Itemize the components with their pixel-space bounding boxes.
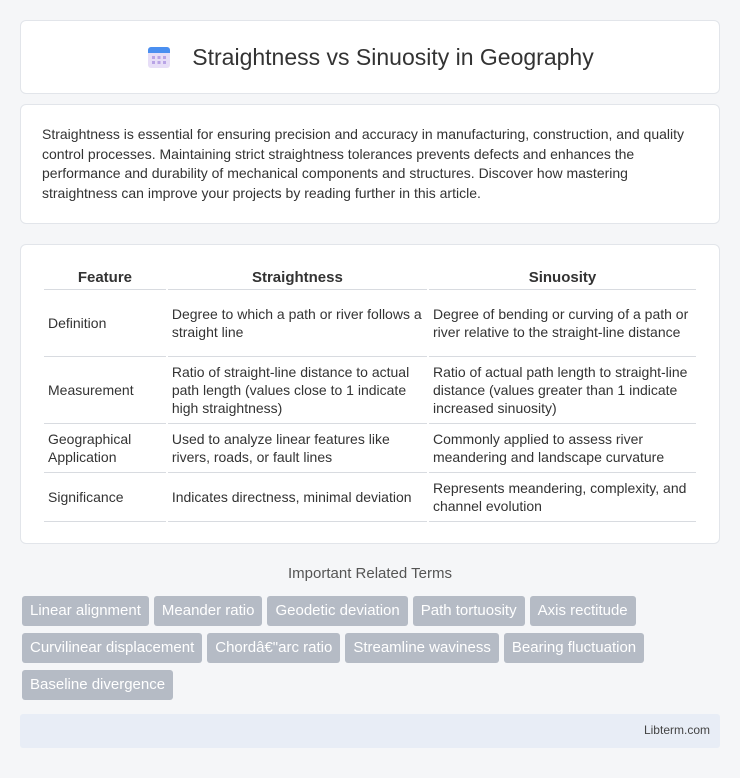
header-card <box>20 20 720 94</box>
page-title: Straightness vs Sinuosity in Geography <box>192 43 594 70</box>
title-wrap <box>21 21 719 93</box>
tag-streamline-waviness[interactable]: Streamline waviness <box>345 633 499 663</box>
row-straightness-cell: Used to analyze linear features like rivers, roads, or fault lines <box>168 424 427 473</box>
row-sinuosity-cell: Commonly applied to assess river meandering and landscape curvature <box>429 424 696 473</box>
row-feature-cell: Geographical Application <box>44 424 166 473</box>
calendar-icon <box>146 44 172 70</box>
row-sinuosity-cell: Degree of bending or curving of a path or river relative to the straight-line distance <box>429 290 696 357</box>
related-terms-tags <box>22 596 722 707</box>
tag-bearing-fluctuation[interactable]: Bearing fluctuation <box>504 633 644 663</box>
row-feature-cell: Significance <box>44 473 166 522</box>
row-straightness-cell: Ratio of straight-line distance to actual path length (values close to 1 indicate high straightness) <box>168 357 427 424</box>
tag-curvilinear-displacement[interactable]: Curvilinear displacement <box>22 633 202 663</box>
tag-path-tortuosity[interactable]: Path tortuosity <box>413 596 525 626</box>
tag-axis-rectitude[interactable]: Axis rectitude <box>530 596 636 626</box>
comparison-table-card <box>20 244 720 544</box>
intro-paragraph: Straightness is essential for ensuring precision and accuracy in manufacturing, construction, and quality control processes. Maintaining strict straightness tolerances prevents defects and enhances the performance and durability of mechanical components and structures. Discover how mastering straightness can improve your projects by reading further in this article. <box>42 126 685 201</box>
tag-meander-ratio[interactable]: Meander ratio <box>154 596 263 626</box>
tag-baseline-divergence[interactable]: Baseline divergence <box>22 670 173 700</box>
header-straightness: Straightness <box>168 264 427 290</box>
table-row <box>44 290 696 357</box>
intro-card <box>20 104 720 224</box>
row-sinuosity-cell: Ratio of actual path length to straight-line distance (values greater than 1 indicate increased sinuosity) <box>429 357 696 424</box>
row-feature-cell: Definition <box>44 290 166 357</box>
table-header-row <box>44 264 696 290</box>
table-row <box>44 424 696 473</box>
header-sinuosity: Sinuosity <box>429 264 696 290</box>
row-straightness-cell: Degree to which a path or river follows a straight line <box>168 290 427 357</box>
tag-linear-alignment[interactable]: Linear alignment <box>22 596 149 626</box>
table-row <box>44 473 696 522</box>
row-feature-cell: Measurement <box>44 357 166 424</box>
related-terms-title: Important Related Terms <box>288 565 452 582</box>
footer-site-link[interactable]: Libterm.com <box>643 723 710 737</box>
tag-geodetic-deviation[interactable]: Geodetic deviation <box>267 596 407 626</box>
table-row <box>44 357 696 424</box>
tag-chord-arc-ratio[interactable]: Chordâ€"arc ratio <box>207 633 340 663</box>
row-sinuosity-cell: Represents meandering, complexity, and channel evolution <box>429 473 696 522</box>
comparison-table <box>42 264 698 522</box>
footer <box>20 714 720 748</box>
header-feature: Feature <box>44 264 166 290</box>
row-straightness-cell: Indicates directness, minimal deviation <box>168 473 427 522</box>
